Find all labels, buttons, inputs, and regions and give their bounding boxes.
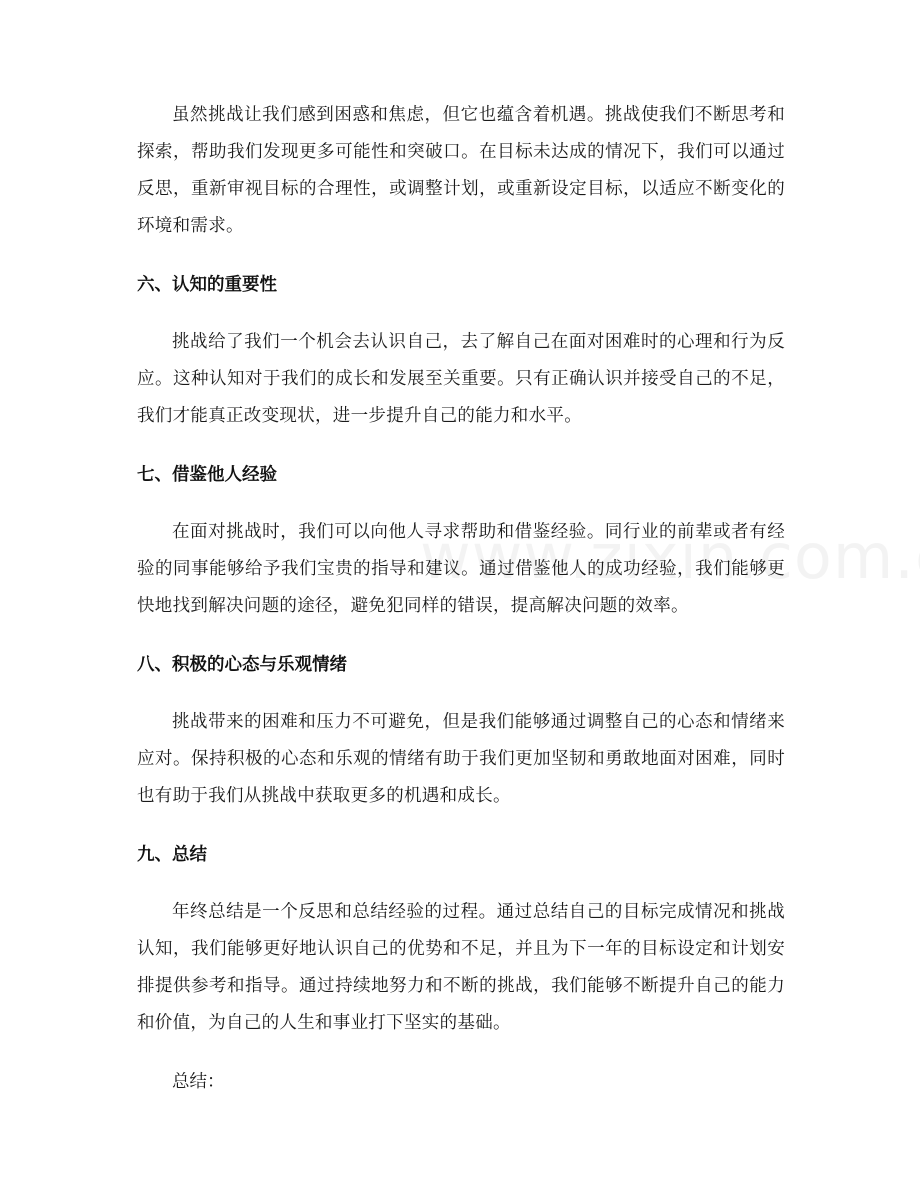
paragraph-section-7: 在面对挑战时，我们可以向他人寻求帮助和借鉴经验。同行业的前辈或者有经验的同事能够给予我们宝贵的指导和建议。通过借鉴他人的成功经验，我们能够更快地找到解决问题的途径，避免犯同样的错误，提高解决问题的效率。 <box>137 522 785 616</box>
paragraph-section-8: 挑战带来的困难和压力不可避免，但是我们能够通过调整自己的心态和情绪来应对。保持积极的心态和乐观的情绪有助于我们更加坚韧和勇敢地面对困难，同时也有助于我们从挑战中获取更多的机遇和成长。 <box>137 712 785 806</box>
document-body <box>137 97 785 1101</box>
heading-section-9: 九、总结 <box>137 845 207 865</box>
paragraph-section-6: 挑战给了我们一个机会去认识自己，去了解自己在面对困难时的心理和行为反应。这种认知对于我们的成长和发展至关重要。只有正确认识并接受自己的不足，我们才能真正改变现状，进一步提升自己的能力和水平。 <box>137 332 785 426</box>
heading-section-8: 八、积极的心态与乐观情绪 <box>137 655 347 675</box>
heading-section-7: 七、借鉴他人经验 <box>137 465 277 485</box>
paragraph-section-9: 年终总结是一个反思和总结经验的过程。通过总结自己的目标完成情况和挑战认知，我们能够更好地认识自己的优势和不足，并且为下一年的目标设定和计划安排提供参考和指导。通过持续地努力和不断的挑战，我们能够不断提升自己的能力和价值，为自己的人生和事业打下坚实的基础。 <box>137 902 785 1033</box>
closing-label: 总结： <box>172 1072 225 1092</box>
paragraph-opportunity: 虽然挑战让我们感到困惑和焦虑，但它也蕴含着机遇。挑战使我们不断思考和探索，帮助我们发现更多可能性和突破口。在目标未达成的情况下，我们可以通过反思，重新审视目标的合理性，或调整计划，或重新设定目标，以适应不断变化的环境和需求。 <box>137 105 785 236</box>
heading-section-6: 六、认知的重要性 <box>137 275 277 295</box>
